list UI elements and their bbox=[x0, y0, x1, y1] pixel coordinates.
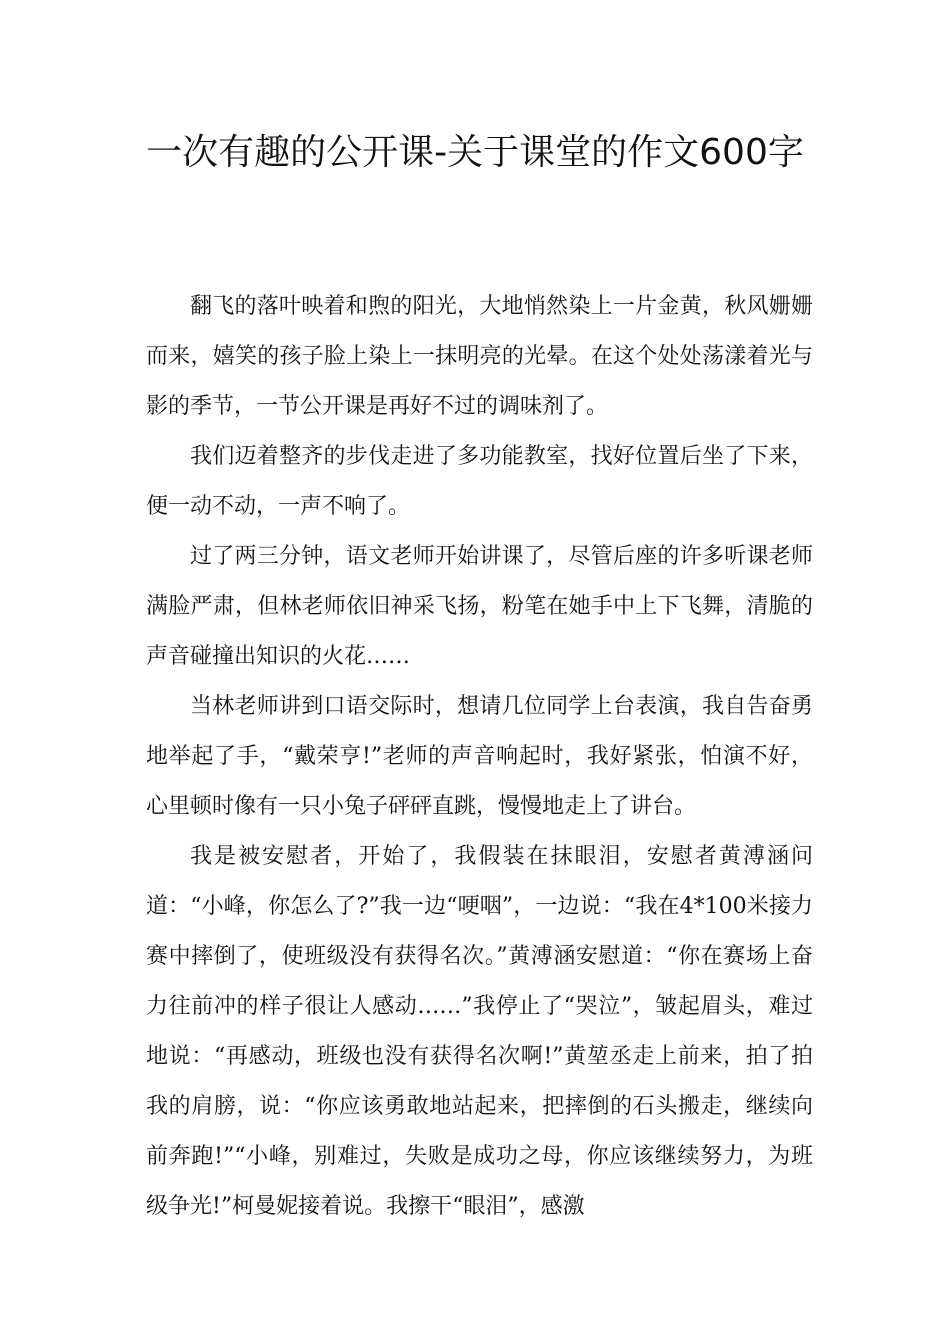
paragraph: 翻飞的落叶映着和煦的阳光，大地悄然染上一片金黄，秋风姗姗而来，嬉笑的孩子脸上染上一抹明亮的光晕。在这个处处荡漾着光与影的季节，一节公开课是再好不过的调味剂了。 bbox=[146, 294, 813, 419]
paragraph: 我是被安慰者，开始了，我假装在抹眼泪，安慰者黄溥涵问道：“小峰，你怎么了?”我一边“哽咽”，一边说：“我在4*100米接力赛中摔倒了，使班级没有获得名次。”黄溥涵安慰道：“你在赛场上奋力往前冲的样子很让人感动……”我停止了“哭泣”，皱起眉头，难过地说：“再感动，班级也没有获得名次啊!”黄堃丞走上前来，拍了拍我的肩膀，说：“你应该勇敢地站起来，把摔倒的石头搬走，继续向前奔跑!”“小峰，别难过，失败是成功之母，你应该继续努力，为班级争光!”柯曼妮接着说。我擦干“眼泪”，感激 bbox=[146, 844, 813, 1219]
paragraph: 过了两三分钟，语文老师开始讲课了，尽管后座的许多听课老师满脸严肃，但林老师依旧神采飞扬，粉笔在她手中上下飞舞，清脆的声音碰撞出知识的火花…… bbox=[146, 544, 813, 669]
document-title: 一次有趣的公开课-关于课堂的作文600字 bbox=[146, 132, 804, 173]
document-body bbox=[146, 282, 813, 1232]
paragraph: 当林老师讲到口语交际时，想请几位同学上台表演，我自告奋勇地举起了手，“戴荣亨!”老师的声音响起时，我好紧张，怕演不好，心里顿时像有一只小兔子砰砰直跳，慢慢地走上了讲台。 bbox=[146, 694, 813, 819]
paragraph: 我们迈着整齐的步伐走进了多功能教室，找好位置后坐了下来，便一动不动，一声不响了。 bbox=[146, 444, 813, 519]
